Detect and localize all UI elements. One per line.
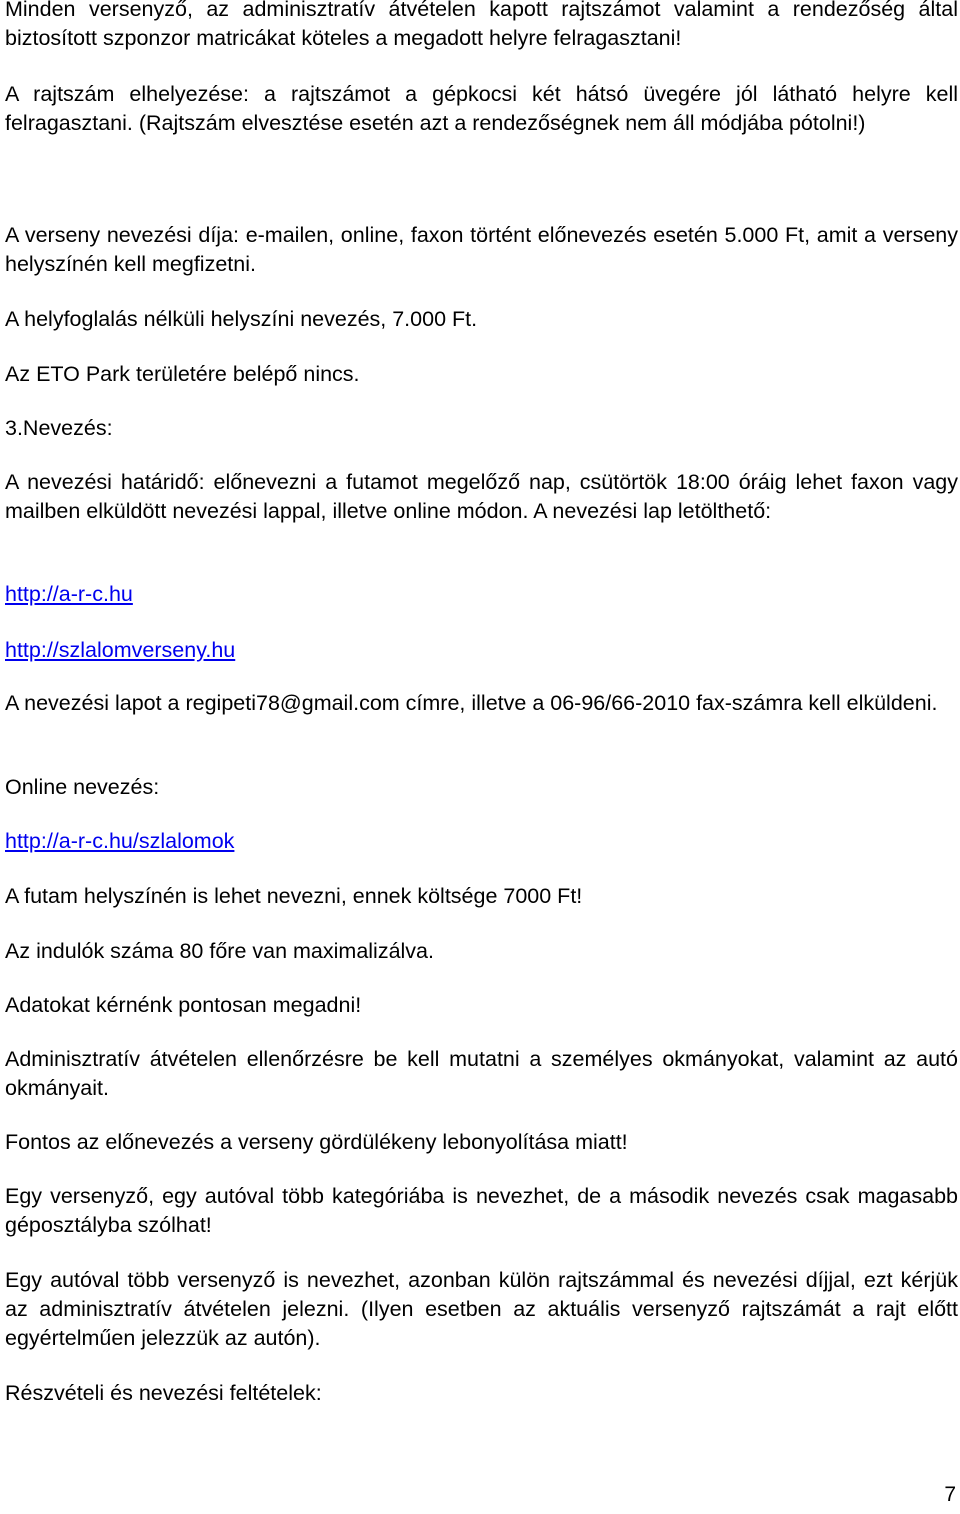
paragraph-deadline: A nevezési határidő: előnevezni a futamot megelőző nap, csütörtök 18:00 óráig lehet faxon vagy mailben elküldött nevezési lappal, illetve online módon. A nevezési lap letölthető:: [5, 470, 958, 523]
paragraph-multiple-categories: Egy versenyző, egy autóval több kategóriába is nevezhet, de a második nevezés csak magasabb géposztályba szólhat!: [5, 1184, 958, 1237]
section-heading-registration: 3.Nevezés:: [5, 416, 113, 440]
link-arc[interactable]: http://a-r-c.hu: [5, 582, 133, 606]
paragraph-sticker-rules: Minden versenyző, az adminisztratív átvételen kapott rajtszámot valamint a rendezőség által biztosított szponzor matricákat köteles a megadott helyre felragasztani!: [5, 0, 958, 50]
paragraph-entrance: Az ETO Park területére belépő nincs.: [5, 362, 360, 386]
paragraph-online-heading: Online nevezés:: [5, 775, 160, 799]
paragraph-onsite-registration: A futam helyszínén is lehet nevezni, ennek költsége 7000 Ft!: [5, 884, 583, 908]
paragraph-send-form: A nevezési lapot a regipeti78@gmail.com címre, illetve a 06-96/66-2010 fax-számra kell elküldeni.: [5, 691, 938, 715]
link-online-registration[interactable]: http://a-r-c.hu/szlalomok: [5, 829, 235, 853]
paragraph-admin-check: Adminisztratív átvételen ellenőrzésre be kell mutatni a személyes okmányokat, valamint az autó okmányait.: [5, 1047, 958, 1100]
page-number: 7: [944, 1483, 956, 1506]
paragraph-conditions-heading: Részvételi és nevezési feltételek:: [5, 1381, 322, 1405]
paragraph-participant-limit: Az indulók száma 80 főre van maximalizálva.: [5, 939, 434, 963]
paragraph-number-placement: A rajtszám elhelyezése: a rajtszámot a gépkocsi két hátsó üvegére jól látható helyre kell felragasztani. (Rajtszám elvesztése esetén azt a rendezőségnek nem áll módjába pótolni!): [5, 82, 958, 135]
paragraph-shared-car: Egy autóval több versenyző is nevezhet, azonban külön rajtszámmal és nevezési díjjal, ezt kérjük az adminisztratív átvételen jelezni. (Ilyen esetben az aktuális versenyző rajtszámát a rajt előtt egyértelműen jelezzük az autón).: [5, 1268, 958, 1350]
paragraph-accurate-data: Adatokat kérnénk pontosan megadni!: [5, 993, 362, 1017]
link-szlalomverseny[interactable]: http://szlalomverseny.hu: [5, 638, 236, 662]
paragraph-entry-fee: A verseny nevezési díja: e-mailen, online, faxon történt előnevezés esetén 5.000 Ft, amit a verseny helyszínén kell megfizetni.: [5, 223, 958, 276]
paragraph-preregistration-importance: Fontos az előnevezés a verseny gördülékeny lebonyolítása miatt!: [5, 1130, 628, 1154]
paragraph-onsite-fee: A helyfoglalás nélküli helyszíni nevezés, 7.000 Ft.: [5, 307, 478, 331]
